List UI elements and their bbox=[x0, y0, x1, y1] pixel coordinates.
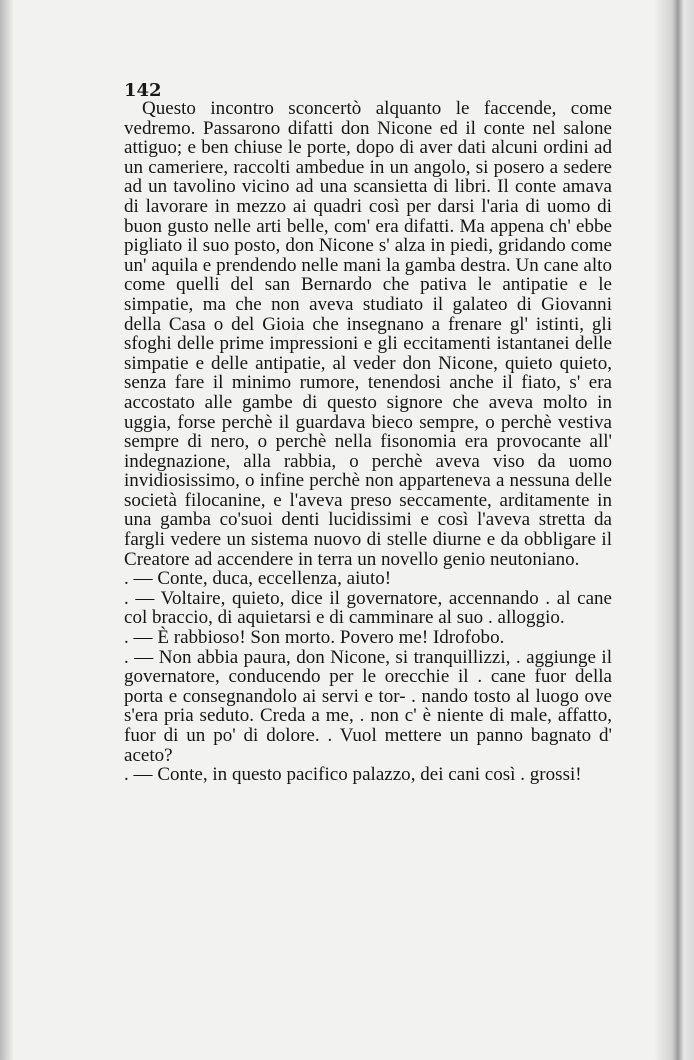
page-text bbox=[124, 99, 612, 785]
page-number: 142 bbox=[124, 80, 162, 101]
dialogue-line: . — È rabbioso! Son morto. Povero me! Idrofobo. bbox=[124, 627, 505, 649]
dialogue-line: . — Conte, duca, eccellenza, aiuto! bbox=[124, 568, 392, 590]
dialogue-line: . — Voltaire, quieto, dice il governatore, accennando . al cane col braccio, di aquietarsi e di camminare al suo . alloggio. bbox=[124, 587, 612, 629]
dialogue-line: . — Non abbia paura, don Nicone, si tranquillizzi, . aggiunge il governatore, conducendo per le orecchie il . cane fuor della porta e consegnandolo ai servi e tor- . nando tosto al luogo ove s'era pria seduto. Creda a me, . non c' è niente di male, affatto, fuor di un po' di dolore. . Vuol mettere un panno bagnato d' aceto? bbox=[124, 646, 612, 766]
page-gutter-shadow bbox=[0, 0, 14, 1060]
page-edge-shadow bbox=[654, 0, 694, 1060]
narrative-paragraph: Questo incontro sconcertò alquanto le faccende, come vedremo. Passarono difatti don Nicone ed il conte nel salone attiguo; e ben chiuse le porte, dopo di aver dati alcuni ordini ad un cameriere, raccolti ambedue in un angolo, si posero a sedere ad un tavolino vicino ad una scansietta di libri. Il conte amava di lavorare in mezzo ai quadri così per darsi l'aria di uomo di buon gusto nelle arti belle, com' era difatti. Ma appena ch' ebbe pigliato il suo posto, don Nicone s' alza in piedi, gridando come un' aquila e prendendo nelle mani la gamba destra. Un cane alto come quelli del san Bernardo che pativa le antipatie e le simpatie, ma che non aveva studiato il galateo di Giovanni della Casa o del Gioia che insegnano a frenare gl' istinti, gli sfoghi delle prime impressioni e gli eccitamenti istantanei delle simpatie e delle antipatie, al veder don Nicone, quieto quieto, senza fare il minimo rumore, tenendosi anche il fiato, s' era accostato alle gambe di questo signore che aveva molto in uggia, forse perchè il guardava bieco sempre, o perchè vestiva sempre di nero, o perchè nella fisonomia era provocante all' indegnazione, alla rabbia, o perchè aveva viso da uomo invidiosissimo, o infine perchè non apparteneva a nessuna delle società filocanine, e l'aveva preso seccamente, arditamente in una gamba co'suoi denti lucidissimi e così l'aveva stretta da fargli vedere un sistema nuovo di stelle diurne e da obbligare il Creatore ad accendere in terra un novello genio neutoniano. bbox=[124, 98, 612, 570]
dialogue-line: . — Conte, in questo pacifico palazzo, dei cani così . grossi! bbox=[124, 764, 582, 786]
